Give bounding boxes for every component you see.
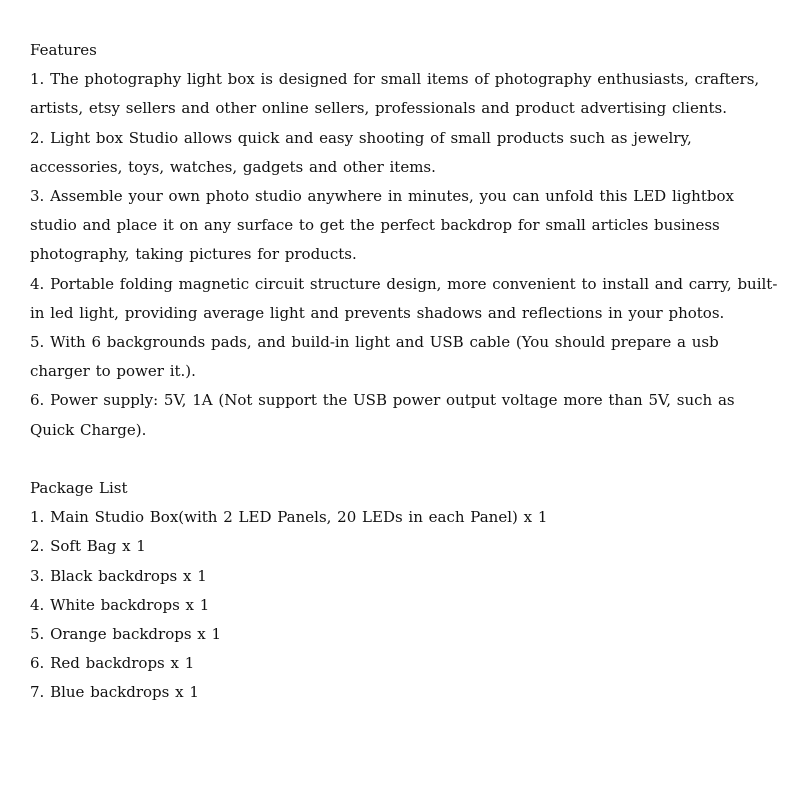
- features-heading: Features: [30, 41, 97, 59]
- feature-item-3: 3. Assemble your own photo studio anywhere in minutes, you can unfold this LED lightbox studio and place it on any surface to get the perfect backdrop for small articles business photography, taking pictures for products.: [30, 187, 734, 264]
- package-item-3: 3. Black backdrops x 1: [30, 566, 207, 585]
- package-list-heading: Package List: [30, 479, 128, 498]
- package-item-7: 7. Blue backdrops x 1: [30, 683, 199, 702]
- package-item-1: 1. Main Studio Box(with 2 LED Panels, 20 LEDs in each Panel) x 1: [30, 508, 548, 527]
- package-item-4: 4. White backdrops x 1: [30, 595, 210, 614]
- package-item-2: 2. Soft Bag x 1: [30, 537, 146, 556]
- product-description: [30, 36, 778, 708]
- package-item-5: 5. Orange backdrops x 1: [30, 625, 222, 644]
- features-section: [30, 36, 778, 445]
- section-spacer: [30, 445, 778, 474]
- package-list-section: [30, 474, 778, 708]
- feature-item-1: 1. The photography light box is designed for small items of photography enthusiasts, crafters, artists, etsy sellers and other online sellers, professionals and product advertising clients.: [30, 70, 760, 118]
- feature-item-4: 4. Portable folding magnetic circuit structure design, more convenient to install and carry, built-in led light, providing average light and prevents shadows and reflections in your photos.: [30, 274, 778, 322]
- feature-item-6: 6. Power supply: 5V, 1A (Not support the USB power output voltage more than 5V, such as Quick Charge).: [30, 391, 735, 439]
- feature-item-2: 2. Light box Studio allows quick and easy shooting of small products such as jewelry, accessories, toys, watches, gadgets and other items.: [30, 128, 692, 176]
- feature-item-5: 5. With 6 backgrounds pads, and build-in light and USB cable (You should prepare a usb charger to power it.).: [30, 333, 719, 381]
- package-item-6: 6. Red backdrops x 1: [30, 654, 195, 673]
